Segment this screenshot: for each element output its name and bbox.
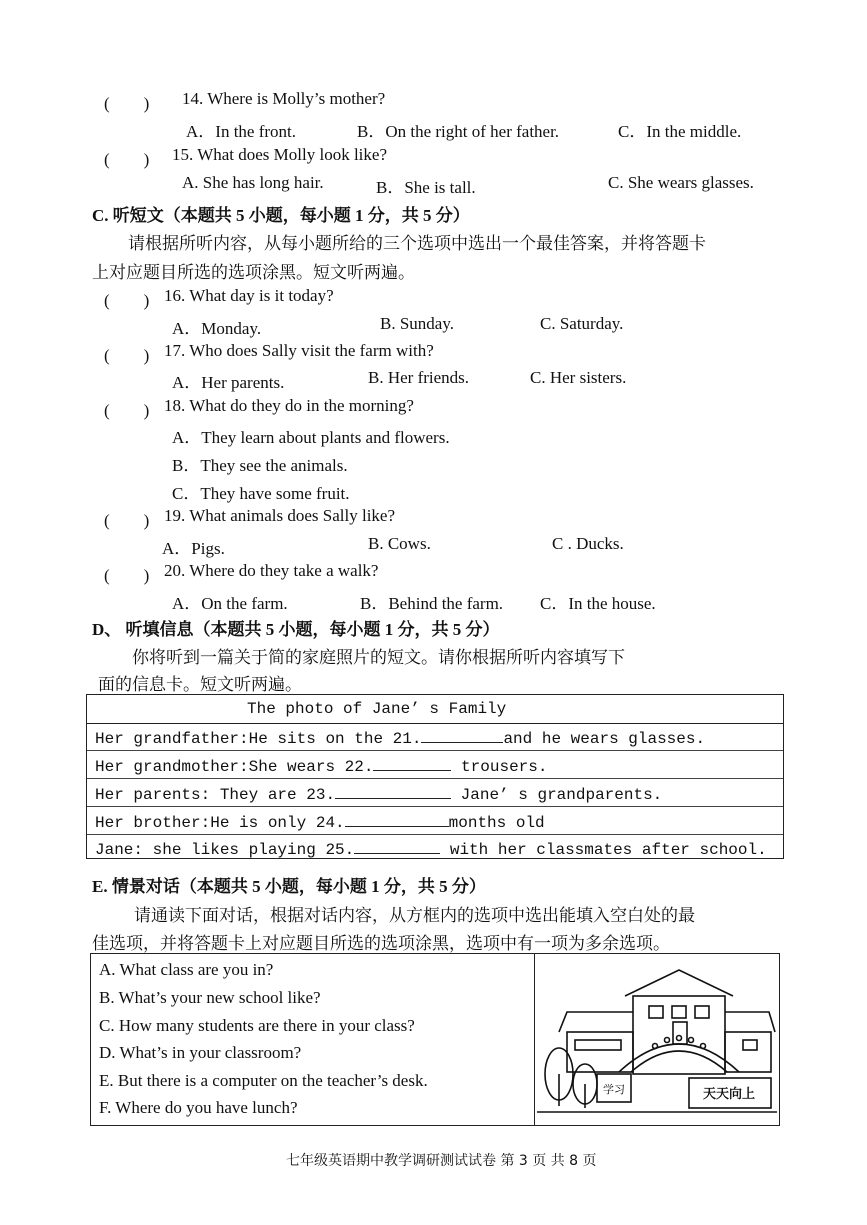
- info-row-25-post: with her classmates after school.: [440, 841, 767, 859]
- sign-left-text: 学习: [603, 1083, 625, 1096]
- section-e-title: E. 情景对话（本题共 5 小题，每小题 1 分，共 5 分）: [92, 877, 486, 896]
- answer-paren-18[interactable]: ( ): [104, 401, 150, 420]
- school-illustration: [537, 956, 777, 1122]
- info-row-23: [87, 779, 783, 806]
- info-row-25-pre: Jane: she likes playing 25.: [95, 841, 355, 859]
- section-c-title: C. 听短文（本题共 5 小题，每小题 1 分，共 5 分）: [92, 206, 470, 225]
- info-row-24-post: months old: [448, 814, 545, 832]
- info-row-24: [87, 807, 783, 834]
- choice-b[interactable]: B. What’s your new school like?: [99, 988, 321, 1007]
- sign-right-text: 天天向上: [703, 1087, 756, 1102]
- q17-option-c[interactable]: C. Her sisters.: [530, 368, 627, 387]
- choice-e[interactable]: E. But there is a computer on the teacher’s desk.: [99, 1071, 428, 1090]
- q20-option-a[interactable]: A．On the farm.: [172, 594, 288, 613]
- right-wing-roof: [725, 1012, 775, 1032]
- answer-paren-20[interactable]: ( ): [104, 566, 150, 585]
- question-14-stem: 14. Where is Molly’s mother?: [182, 89, 386, 108]
- section-c-instruction-2: 上对应题目所选的选项涂黑。短文听两遍。: [92, 263, 415, 282]
- question-17-stem: 17. Who does Sally visit the farm with?: [164, 341, 434, 360]
- question-18-stem: 18. What do they do in the morning?: [164, 396, 414, 415]
- info-row-23-post: Jane’ s grandparents.: [451, 786, 663, 804]
- blank-23[interactable]: [335, 784, 451, 799]
- q16-option-c[interactable]: C. Saturday.: [540, 314, 624, 333]
- q19-option-c[interactable]: C . Ducks.: [552, 534, 624, 553]
- info-row-21-post: and he wears glasses.: [503, 730, 706, 748]
- gate-arch-inner: [631, 1051, 727, 1072]
- answer-paren-16[interactable]: ( ): [104, 291, 150, 310]
- q18-option-c[interactable]: C．They have some fruit.: [172, 484, 350, 503]
- box-divider: [534, 954, 535, 1125]
- section-c-instruction-1: 请根据所听内容，从每小题所给的三个选项中选出一个最佳答案，并将答题卡: [128, 234, 706, 253]
- q15-option-c[interactable]: C. She wears glasses.: [608, 173, 754, 192]
- q20-option-b[interactable]: B．Behind the farm.: [360, 594, 504, 613]
- answer-paren-14[interactable]: ( ): [104, 94, 150, 113]
- q17-option-b[interactable]: B. Her friends.: [368, 368, 470, 387]
- answer-paren-19[interactable]: ( ): [104, 511, 150, 530]
- choice-f[interactable]: F. Where do you have lunch?: [99, 1098, 298, 1117]
- question-15-stem: 15. What does Molly look like?: [172, 145, 387, 164]
- q15-option-b[interactable]: B．She is tall.: [376, 178, 476, 197]
- section-d-title: D、 听填信息（本题共 5 小题，每小题 1 分，共 5 分）: [92, 620, 500, 639]
- answer-paren-15[interactable]: ( ): [104, 150, 150, 169]
- info-row-22: [87, 751, 783, 778]
- left-wing-roof: [559, 1012, 633, 1032]
- tower-window: [649, 1006, 663, 1018]
- section-d-instruction-2: 面的信息卡。短文听两遍。: [98, 675, 302, 694]
- info-row-23-pre: Her parents: They are 23.: [95, 786, 336, 804]
- tower-roof: [625, 970, 733, 996]
- q14-option-c[interactable]: C．In the middle.: [618, 122, 742, 141]
- q18-option-a[interactable]: A．They learn about plants and flowers.: [172, 428, 450, 447]
- right-wing-window: [743, 1040, 757, 1050]
- info-card-table: [86, 694, 784, 859]
- info-row-22-post: trousers.: [451, 758, 548, 776]
- choice-c[interactable]: C. How many students are there in your class?: [99, 1016, 415, 1035]
- choice-a[interactable]: A. What class are you in?: [99, 960, 274, 979]
- q19-option-b[interactable]: B. Cows.: [368, 534, 431, 553]
- q19-option-a[interactable]: A．Pigs.: [162, 539, 225, 558]
- info-card-title: The photo of Jane’ s Family: [247, 700, 507, 718]
- question-20-stem: 20. Where do they take a walk?: [164, 561, 379, 580]
- info-row-25: [87, 835, 783, 862]
- q16-option-b[interactable]: B. Sunday.: [380, 314, 454, 333]
- tower-window: [695, 1006, 709, 1018]
- blank-25[interactable]: [354, 839, 440, 854]
- question-19-stem: 19. What animals does Sally like?: [164, 506, 396, 525]
- q14-option-b[interactable]: B．On the right of her father.: [357, 122, 560, 141]
- left-wing-body: [567, 1032, 633, 1072]
- blank-24[interactable]: [345, 812, 449, 827]
- section-e-instruction-2: 佳选项，并将答题卡上对应题目所选的选项涂黑，选项中有一项为多余选项。: [92, 934, 670, 953]
- info-row-21: [87, 723, 783, 750]
- q16-option-a[interactable]: A．Monday.: [172, 319, 262, 338]
- info-row-22-pre: Her grandmother:She wears 22.: [95, 758, 374, 776]
- blank-22[interactable]: [373, 756, 451, 771]
- choice-d[interactable]: D. What’s in your classroom?: [99, 1043, 302, 1062]
- section-d-instruction-1: 你将听到一篇关于简的家庭照片的短文。请你根据所听内容填写下: [132, 648, 625, 667]
- choices-box: [90, 953, 780, 1126]
- info-card-title-row: [87, 695, 783, 724]
- tower-window: [672, 1006, 686, 1018]
- page-footer: 七年级英语期中教学调研测试试卷 第 3 页 共 8 页: [286, 1153, 597, 1169]
- info-row-21-pre: Her grandfather:He sits on the 21.: [95, 730, 422, 748]
- question-16-stem: 16. What day is it today?: [164, 286, 334, 305]
- q14-option-a[interactable]: A．In the front.: [186, 122, 297, 141]
- q20-option-c[interactable]: C．In the house.: [540, 594, 656, 613]
- section-e-instruction-1: 请通读下面对话，根据对话内容，从方框内的选项中选出能填入空白处的最: [134, 906, 695, 925]
- blank-21[interactable]: [421, 728, 503, 743]
- info-row-24-pre: Her brother:He is only 24.: [95, 814, 345, 832]
- answer-paren-17[interactable]: ( ): [104, 346, 150, 365]
- q15-option-a[interactable]: A. She has long hair.: [182, 173, 324, 192]
- q17-option-a[interactable]: A．Her parents.: [172, 373, 285, 392]
- q18-option-b[interactable]: B．They see the animals.: [172, 456, 348, 475]
- left-wing-windows: [575, 1040, 621, 1050]
